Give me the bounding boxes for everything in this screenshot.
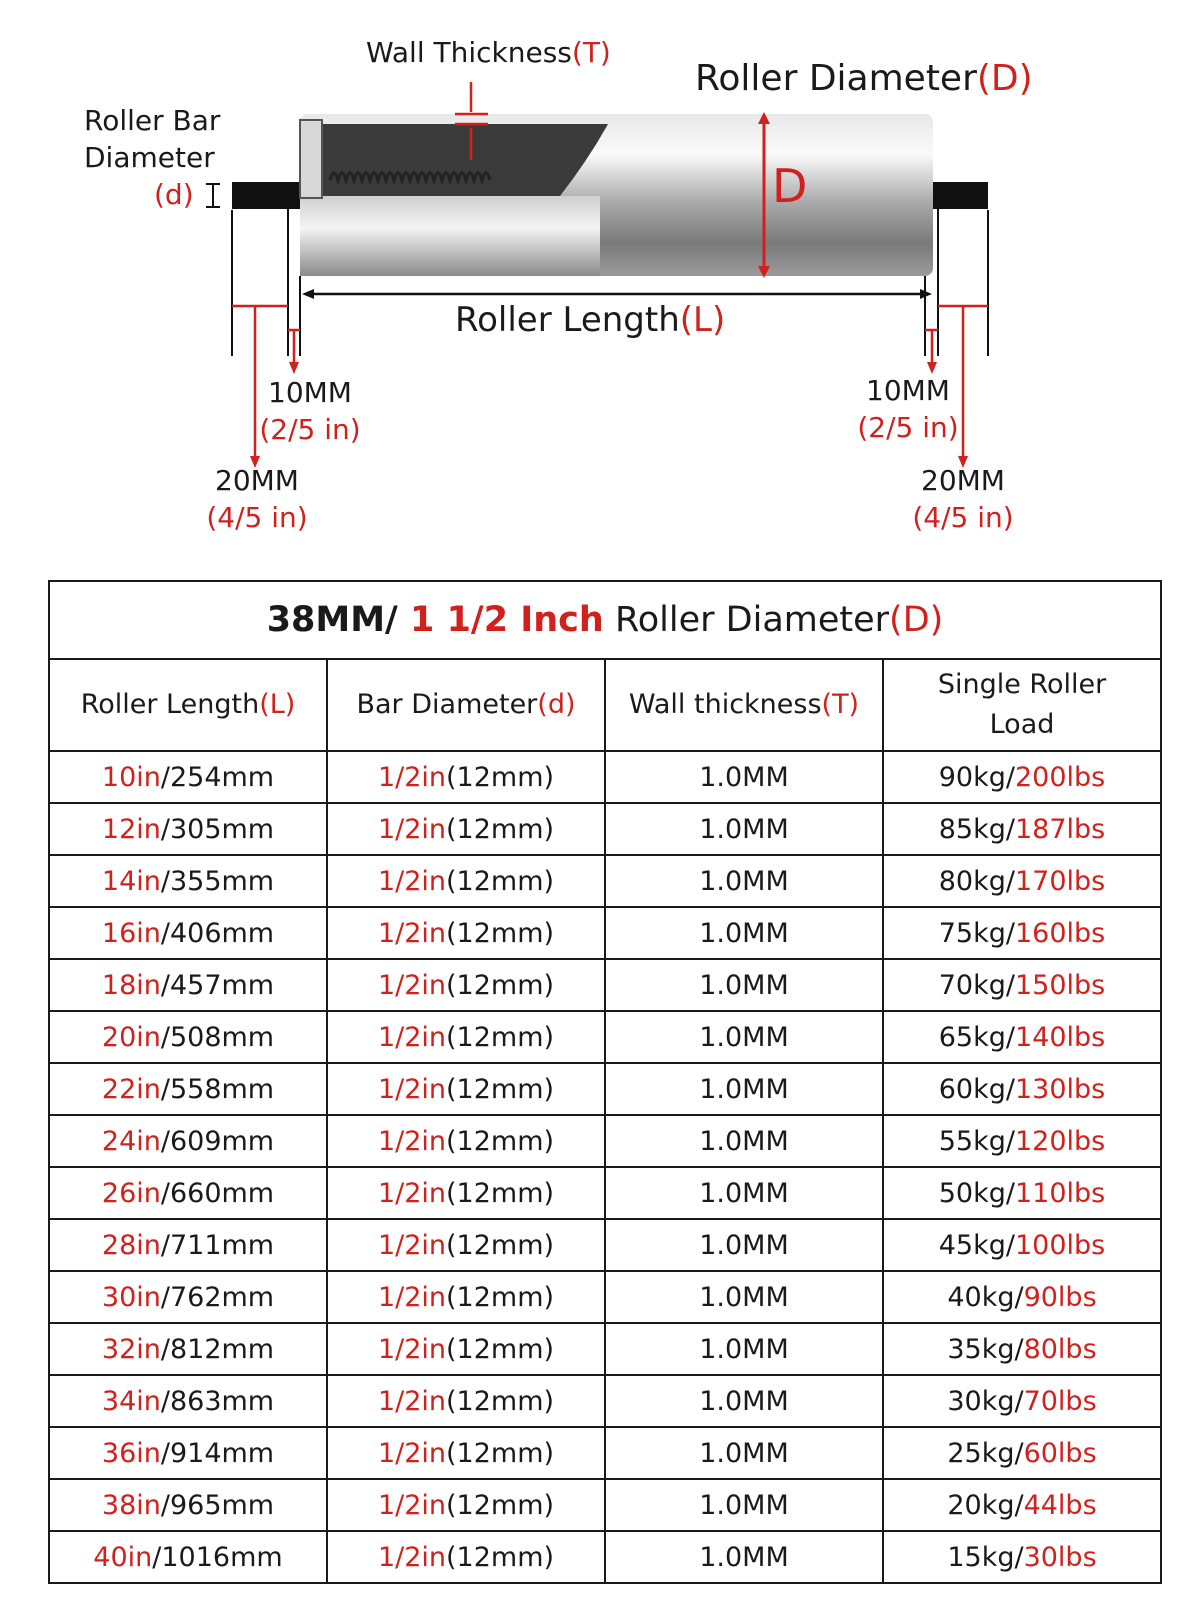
roller-length-cell <box>49 1427 327 1479</box>
roller-length-cell-len-in: 22in <box>101 1073 161 1105</box>
bar-diameter-cell-bar-mm: (12mm) <box>446 969 555 1001</box>
load-cell-load-kg: 25kg/ <box>947 1437 1024 1469</box>
load-cell-load-lbs: 90lbs <box>1023 1281 1097 1313</box>
roller-length-cell-len-mm: /965mm <box>160 1489 275 1521</box>
bar-diameter-cell-bar-mm: (12mm) <box>446 1385 555 1417</box>
bar-diameter-cell-bar-in: 1/2in <box>377 1229 447 1261</box>
roller-length-cell <box>49 959 327 1011</box>
right-outer-offset-label: 20MM (4/5 in) <box>912 464 1014 534</box>
bar-diameter-cell-bar-in: 1/2in <box>377 969 447 1001</box>
bar-diameter-cell-bar-mm: (12mm) <box>446 1073 555 1105</box>
bar-diameter-cell-bar-mm: (12mm) <box>446 1489 555 1521</box>
load-cell-load-kg: 20kg/ <box>947 1489 1024 1521</box>
table-row <box>49 1531 1161 1583</box>
roller-length-cell-len-in: 30in <box>101 1281 161 1313</box>
bar-diameter-cell-bar-in: 1/2in <box>377 865 447 897</box>
bar-diameter-label: Roller Bar Diameter (d) <box>84 104 221 211</box>
load-cell <box>883 751 1161 803</box>
bar-diameter-cell-bar-mm: (12mm) <box>446 1229 555 1261</box>
load-cell-load-lbs: 140lbs <box>1014 1021 1106 1053</box>
roller-length-cell <box>49 1531 327 1583</box>
wall-thickness-cell <box>605 1219 883 1271</box>
wall-thickness-cell-wall: 1.0MM <box>699 1021 789 1053</box>
roller-length-cell <box>49 751 327 803</box>
load-cell-load-kg: 80kg/ <box>938 865 1015 897</box>
roller-length-cell <box>49 1011 327 1063</box>
table-row <box>49 907 1161 959</box>
table-row <box>49 1271 1161 1323</box>
wall-thickness-cell <box>605 855 883 907</box>
header-bar-diameter: Bar Diameter(d) <box>327 659 605 751</box>
header-roller-length: Roller Length(L) <box>49 659 327 751</box>
bar-diameter-cell-bar-mm: (12mm) <box>446 1281 555 1313</box>
wall-thickness-cell <box>605 1167 883 1219</box>
bar-diameter-cell-bar-in: 1/2in <box>377 1021 447 1053</box>
load-cell-load-kg: 35kg/ <box>947 1333 1024 1365</box>
load-cell <box>883 907 1161 959</box>
load-cell-load-lbs: 80lbs <box>1023 1333 1097 1365</box>
bar-diameter-cell-bar-in: 1/2in <box>377 1177 447 1209</box>
bar-diameter-cell-bar-mm: (12mm) <box>446 865 555 897</box>
bar-diameter-cell-bar-in: 1/2in <box>377 1437 447 1469</box>
bar-diameter-cell-bar-in: 1/2in <box>377 1333 447 1365</box>
bar-diameter-cell <box>327 1219 605 1271</box>
roller-length-cell-len-mm: /609mm <box>160 1125 275 1157</box>
bar-diameter-cell-bar-in: 1/2in <box>377 1281 447 1313</box>
load-cell-load-kg: 40kg/ <box>947 1281 1024 1313</box>
wall-thickness-cell <box>605 959 883 1011</box>
bar-diameter-cell <box>327 1323 605 1375</box>
wall-thickness-cell <box>605 907 883 959</box>
inner-tube <box>300 196 600 276</box>
load-cell-load-kg: 90kg/ <box>938 761 1015 793</box>
load-cell-load-lbs: 160lbs <box>1014 917 1106 949</box>
roller-length-cell-len-mm: /457mm <box>160 969 275 1001</box>
roller-length-cell-len-mm: /863mm <box>160 1385 275 1417</box>
load-cell-load-lbs: 60lbs <box>1023 1437 1097 1469</box>
bar-diameter-cell-bar-in: 1/2in <box>377 1541 447 1573</box>
wall-thickness-cell-wall: 1.0MM <box>699 917 789 949</box>
wall-thickness-cell-wall: 1.0MM <box>699 1281 789 1313</box>
roller-length-cell <box>49 1115 327 1167</box>
roller-length-cell <box>49 1375 327 1427</box>
bar-diameter-cell <box>327 1427 605 1479</box>
bar-diameter-cell-bar-mm: (12mm) <box>446 1437 555 1469</box>
wall-thickness-cell-wall: 1.0MM <box>699 1333 789 1365</box>
load-cell-load-kg: 75kg/ <box>938 917 1015 949</box>
bar-diameter-cell <box>327 1375 605 1427</box>
roller-length-cell-len-in: 34in <box>101 1385 161 1417</box>
load-cell-load-lbs: 170lbs <box>1014 865 1106 897</box>
roller-length-cell <box>49 907 327 959</box>
bar-diameter-cell-bar-mm: (12mm) <box>446 813 555 845</box>
bar-diameter-cell <box>327 1011 605 1063</box>
wall-thickness-cell <box>605 751 883 803</box>
bar-diameter-cell <box>327 751 605 803</box>
roller-length-label: Roller Length(L) <box>455 300 726 340</box>
load-cell <box>883 855 1161 907</box>
bar-diameter-cell <box>327 803 605 855</box>
roller-length-cell-len-mm: /406mm <box>160 917 275 949</box>
load-cell-load-lbs: 120lbs <box>1014 1125 1106 1157</box>
length-arrow <box>302 289 932 299</box>
bar-diameter-cell-bar-mm: (12mm) <box>446 1021 555 1053</box>
load-cell-load-kg: 30kg/ <box>947 1385 1024 1417</box>
bar-diameter-cell-bar-in: 1/2in <box>377 761 447 793</box>
right-inner-offset-label: 10MM (2/5 in) <box>857 374 959 444</box>
table-row <box>49 1219 1161 1271</box>
load-cell-load-lbs: 200lbs <box>1014 761 1106 793</box>
wall-thickness-cell <box>605 1271 883 1323</box>
bar-diameter-cell-bar-in: 1/2in <box>377 1125 447 1157</box>
table-row <box>49 1479 1161 1531</box>
wall-thickness-cell-wall: 1.0MM <box>699 1125 789 1157</box>
roller-length-cell-len-in: 16in <box>101 917 161 949</box>
table-row <box>49 1427 1161 1479</box>
header-wall-thickness: Wall thickness(T) <box>605 659 883 751</box>
wall-thickness-cell-wall: 1.0MM <box>699 1073 789 1105</box>
load-cell-load-kg: 70kg/ <box>938 969 1015 1001</box>
wall-thickness-cell <box>605 1531 883 1583</box>
roller-length-cell-len-in: 10in <box>101 761 161 793</box>
roller-length-cell-len-mm: /762mm <box>160 1281 275 1313</box>
load-cell <box>883 1427 1161 1479</box>
table-row <box>49 1375 1161 1427</box>
left-inner-offset-label: 10MM (2/5 in) <box>259 376 361 446</box>
roller-diameter-label: Roller Diameter(D) <box>695 58 1033 99</box>
roller-length-cell-len-mm: /355mm <box>160 865 275 897</box>
roller-length-cell-len-mm: /305mm <box>160 813 275 845</box>
wall-thickness-cell-wall: 1.0MM <box>699 1489 789 1521</box>
roller-length-cell-len-in: 14in <box>101 865 161 897</box>
roller-length-cell <box>49 855 327 907</box>
cutaway-section <box>304 124 608 196</box>
load-cell-load-kg: 50kg/ <box>938 1177 1015 1209</box>
load-cell <box>883 1063 1161 1115</box>
load-cell-load-lbs: 44lbs <box>1023 1489 1097 1521</box>
wall-thickness-cell-wall: 1.0MM <box>699 761 789 793</box>
roller-length-cell-len-in: 18in <box>101 969 161 1001</box>
load-cell-load-lbs: 110lbs <box>1014 1177 1106 1209</box>
roller-length-cell-len-in: 26in <box>101 1177 161 1209</box>
load-cell <box>883 1323 1161 1375</box>
bar-diameter-cell-bar-in: 1/2in <box>377 1385 447 1417</box>
table-row <box>49 1167 1161 1219</box>
load-cell <box>883 1375 1161 1427</box>
left-outer-offset-label: 20MM (4/5 in) <box>206 464 308 534</box>
roller-length-cell-len-mm: /812mm <box>160 1333 275 1365</box>
wall-thickness-cell <box>605 1479 883 1531</box>
table-row <box>49 959 1161 1011</box>
load-cell-load-lbs: 130lbs <box>1014 1073 1106 1105</box>
bar-diameter-cell-bar-mm: (12mm) <box>446 1125 555 1157</box>
table-title: 38MM/ 1 1/2 Inch Roller Diameter(D) <box>49 581 1161 659</box>
table-row <box>49 1323 1161 1375</box>
roller-length-cell-len-in: 12in <box>101 813 161 845</box>
roller-length-cell <box>49 1167 327 1219</box>
load-cell-load-kg: 85kg/ <box>938 813 1015 845</box>
roller-length-cell-len-in: 40in <box>93 1541 153 1573</box>
table-row <box>49 1115 1161 1167</box>
load-cell <box>883 1167 1161 1219</box>
wall-thickness-cell-wall: 1.0MM <box>699 1437 789 1469</box>
bar-diameter-cell-bar-mm: (12mm) <box>446 1333 555 1365</box>
table-row <box>49 855 1161 907</box>
roller-length-cell-len-in: 36in <box>101 1437 161 1469</box>
load-cell <box>883 1219 1161 1271</box>
table-row <box>49 751 1161 803</box>
right-shaft <box>933 182 988 209</box>
wall-thickness-label: Wall Thickness(T) <box>366 36 611 69</box>
wall-thickness-cell <box>605 1323 883 1375</box>
roller-length-cell-len-mm: /508mm <box>160 1021 275 1053</box>
load-cell-load-lbs: 100lbs <box>1014 1229 1106 1261</box>
bar-diameter-cell <box>327 1115 605 1167</box>
wall-thickness-cell-wall: 1.0MM <box>699 813 789 845</box>
load-cell-load-kg: 60kg/ <box>938 1073 1015 1105</box>
bar-diameter-cell-bar-mm: (12mm) <box>446 1541 555 1573</box>
wall-thickness-cell-wall: 1.0MM <box>699 1177 789 1209</box>
load-cell <box>883 1011 1161 1063</box>
spec-table <box>48 580 1162 1584</box>
wall-thickness-cell-wall: 1.0MM <box>699 865 789 897</box>
table-row <box>49 803 1161 855</box>
roller-length-cell-len-mm: /558mm <box>160 1073 275 1105</box>
bar-diameter-cell-bar-in: 1/2in <box>377 813 447 845</box>
bar-diameter-cell <box>327 907 605 959</box>
load-cell-load-kg: 45kg/ <box>938 1229 1015 1261</box>
roller-length-cell <box>49 1323 327 1375</box>
bar-diameter-cell-bar-in: 1/2in <box>377 917 447 949</box>
roller-length-cell <box>49 1479 327 1531</box>
load-cell-load-lbs: 30lbs <box>1023 1541 1097 1573</box>
wall-thickness-cell <box>605 1063 883 1115</box>
bar-diameter-cell-bar-mm: (12mm) <box>446 1177 555 1209</box>
bar-diameter-cell <box>327 1063 605 1115</box>
roller-length-cell-len-in: 20in <box>101 1021 161 1053</box>
load-cell <box>883 1115 1161 1167</box>
bar-diameter-cell-bar-in: 1/2in <box>377 1073 447 1105</box>
bar-diameter-cell-bar-mm: (12mm) <box>446 761 555 793</box>
roller-length-cell <box>49 1219 327 1271</box>
header-single-roller-load: Single Roller Load <box>883 659 1161 751</box>
wall-thickness-cell <box>605 1375 883 1427</box>
roller-length-cell-len-mm: /711mm <box>160 1229 275 1261</box>
bar-diameter-cell <box>327 959 605 1011</box>
wall-thickness-cell-wall: 1.0MM <box>699 969 789 1001</box>
roller-length-cell-len-mm: /914mm <box>160 1437 275 1469</box>
load-cell <box>883 959 1161 1011</box>
left-shaft <box>232 182 304 209</box>
wall-thickness-cell <box>605 1427 883 1479</box>
wall-thickness-cell-wall: 1.0MM <box>699 1541 789 1573</box>
load-cell-load-lbs: 187lbs <box>1014 813 1106 845</box>
bar-diameter-cell <box>327 1167 605 1219</box>
load-cell-load-kg: 15kg/ <box>947 1541 1024 1573</box>
load-cell-load-kg: 55kg/ <box>938 1125 1015 1157</box>
wall-thickness-cell <box>605 1115 883 1167</box>
roller-length-cell-len-mm: /1016mm <box>152 1541 283 1573</box>
spec-table-body <box>49 751 1161 1583</box>
roller-length-cell <box>49 1063 327 1115</box>
load-cell-load-lbs: 70lbs <box>1023 1385 1097 1417</box>
roller-length-cell-len-mm: /660mm <box>160 1177 275 1209</box>
bar-diameter-cell <box>327 1531 605 1583</box>
roller-length-cell-len-in: 24in <box>101 1125 161 1157</box>
wall-thickness-cell <box>605 803 883 855</box>
load-cell <box>883 803 1161 855</box>
table-row <box>49 1063 1161 1115</box>
roller-length-cell-len-in: 28in <box>101 1229 161 1261</box>
end-cap <box>300 120 322 198</box>
roller-length-cell-len-in: 38in <box>101 1489 161 1521</box>
bar-diameter-cell <box>327 1271 605 1323</box>
roller-length-cell-len-in: 32in <box>101 1333 161 1365</box>
roller-length-cell <box>49 803 327 855</box>
load-cell-load-lbs: 150lbs <box>1014 969 1106 1001</box>
wall-thickness-cell <box>605 1011 883 1063</box>
d-mark: D <box>772 159 808 213</box>
bar-diameter-cell-bar-mm: (12mm) <box>446 917 555 949</box>
bar-diameter-cell <box>327 855 605 907</box>
roller-length-cell-len-mm: /254mm <box>160 761 275 793</box>
load-cell <box>883 1531 1161 1583</box>
load-cell <box>883 1479 1161 1531</box>
wall-thickness-cell-wall: 1.0MM <box>699 1229 789 1261</box>
load-cell <box>883 1271 1161 1323</box>
bar-diameter-cell <box>327 1479 605 1531</box>
wall-thickness-cell-wall: 1.0MM <box>699 1385 789 1417</box>
bar-diameter-cell-bar-in: 1/2in <box>377 1489 447 1521</box>
table-row <box>49 1011 1161 1063</box>
roller-length-cell <box>49 1271 327 1323</box>
load-cell-load-kg: 65kg/ <box>938 1021 1015 1053</box>
